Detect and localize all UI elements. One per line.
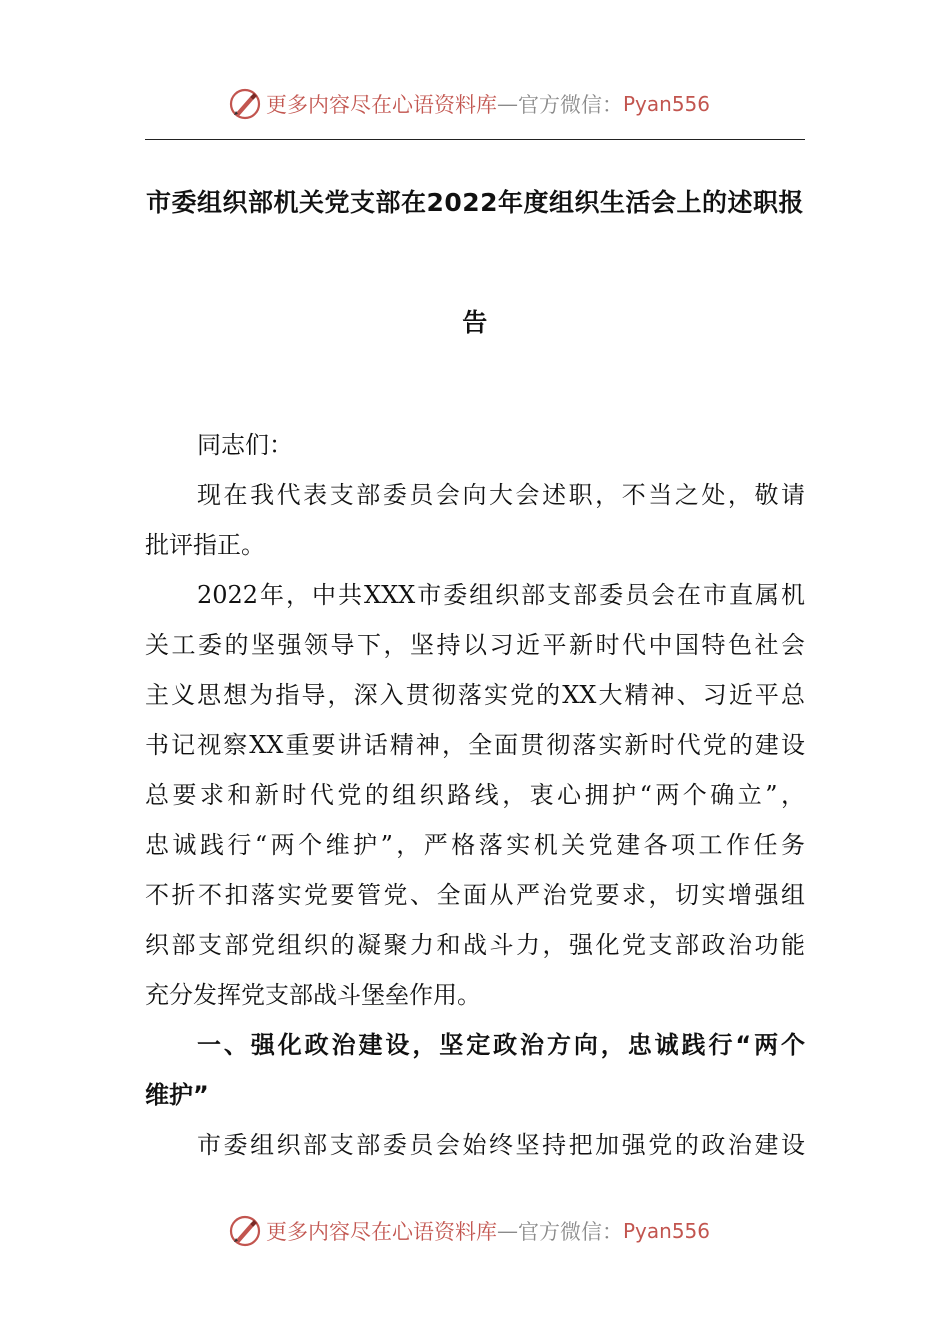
watermark-text: 更多内容尽在心语资料库 [266, 93, 497, 117]
paragraph-line: 织部支部党组织的凝聚力和战斗力，强化党支部政治功能 [145, 931, 805, 959]
watermark-label: 官方微信： [518, 93, 623, 117]
paragraph-line: 现在我代表支部委员会向大会述职，不当之处，敬请 [197, 481, 805, 509]
watermark-id: Pyan556 [623, 92, 711, 116]
document-title-line-1: 市委组织部机关党支部在2022年度组织生活会上的述职报 [145, 188, 805, 217]
paragraph-line: 书记视察XX重要讲话精神，全面贯彻落实新时代党的建设 [145, 731, 805, 759]
watermark-label: 官方微信： [518, 1220, 623, 1244]
header-watermark [228, 86, 788, 122]
watermark-text: 更多内容尽在心语资料库 [266, 1220, 497, 1244]
paragraph-line: 市委组织部支部委员会始终坚持把加强党的政治建设 [197, 1131, 805, 1159]
paragraph-line: 批评指正。 [145, 531, 265, 559]
watermark-id: Pyan556 [623, 1219, 711, 1243]
paragraph-line: 主义思想为指导，深入贯彻落实党的XX大精神、习近平总 [145, 681, 805, 709]
header-rule [145, 139, 805, 140]
section-heading: 维护” [145, 1081, 209, 1109]
section-heading: 一、强化政治建设，坚定政治方向，忠诚践行“两个 [197, 1031, 805, 1059]
paragraph-line: 不折不扣落实党要管党、全面从严治党要求，切实增强组 [145, 881, 805, 909]
document-title-line-2: 告 [462, 308, 488, 337]
pen-logo-icon [228, 1214, 262, 1248]
watermark-dash: — [497, 1219, 518, 1243]
paragraph-line: 忠诚践行“两个维护”，严格落实机关党建各项工作任务 [145, 831, 805, 859]
pen-logo-icon [228, 87, 262, 121]
footer-watermark [228, 1213, 788, 1249]
paragraph-line: 充分发挥党支部战斗堡垒作用。 [145, 981, 481, 1009]
paragraph-line: 总要求和新时代党的组织路线，衷心拥护“两个确立”， [145, 781, 805, 809]
paragraph-line: 2022年，中共XXX市委组织部支部委员会在市直属机 [197, 581, 805, 609]
salutation: 同志们： [197, 431, 293, 459]
watermark-dash: — [497, 92, 518, 116]
document-body [145, 420, 805, 1170]
paragraph-line: 关工委的坚强领导下，坚持以习近平新时代中国特色社会 [145, 631, 805, 659]
